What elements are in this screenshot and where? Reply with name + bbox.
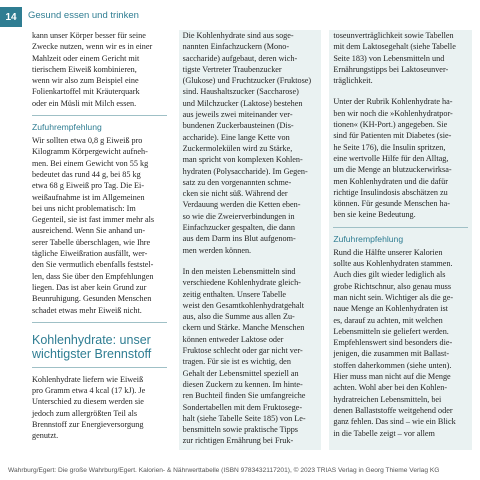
section-heading-carbohydrates: Kohlenhydrate: unser wichtigster Brennstoff — [32, 332, 152, 361]
carb-intake-paragraph: Rund die Hälfte unserer Kalorien sollte aus Kohlenhydraten stammen. Auch dies gilt wieder lediglich als grobe Richtschnur, also genau muss man nicht sein. Wichtiger als die ge- naue Menge an Kohlenhydraten ist es, darauf zu achten, mit welchen Lebensmitteln sie geliefert werden. Empfehlenswert sind besonders die- jenigen, die zusammen mit Ballast- stoffen daherkommen (siehe unten). Hier muss man nicht auf die Menge achten. Wohl aber bei den Kohlen- hydratreichen Lebensmitteln, bei denen Ballaststoffe weitgehend oder ganz fehlen. Das sind – wie ein Blick in die Tabelle zeigt – vor allem — [333, 247, 456, 438]
divider — [32, 115, 167, 116]
subheading-carb-intake: Zufuhrempfehlung — [333, 233, 404, 244]
divider — [32, 322, 167, 323]
page-number-badge: 14 — [0, 7, 22, 27]
intolerance-paragraph: toseunverträglichkeit sowie Tabellen mit dem Laktosegehalt (siehe Tabelle Seite 183) von Lebensmitteln und Ernährungstipps bei Laktoseunver- träglichkeit. — [333, 31, 456, 86]
divider — [333, 227, 468, 228]
copyright-footer: Wahrburg/Egert: Die große Wahrburg/Egert. Kalorien- & Nährwerttabelle (ISBN 9783432117201), © 2023 TRIAS Verlag in Georg Thieme Verlag KG — [8, 467, 440, 474]
text-columns — [28, 30, 472, 450]
subheading-protein-intake: Zufuhrempfehlung — [32, 122, 102, 133]
protein-intake-paragraph: Wir sollten etwa 0,8 g Eiweiß pro Kilogramm Körpergewicht aufneh- men. Bei einem Gewicht von 55 kg bedeutet das rund 44 g, bei 85 kg etwa 68 g Eiweiß pro Tag. Die Ei- weißaufnahme ist im Allgemeinen bei uns nicht problematisch: Im Gegenteil, sie ist fast immer mehr als ausreichend. Wenn Sie anhand un- serer Tabelle überschlagen, wie Ihre tägliche Eiweißration ausfällt, wer- den Sie vermutlich ebenfalls feststel- len, dass Sie über den Empfehlungen liegen. Das ist aber kein Grund zur Beunruhigung. Gesunden Menschen schadet etwas mehr Eiweiß nicht. — [32, 136, 155, 315]
carb-types-paragraph: Die Kohlenhydrate sind aus soge- nannten Einfachzuckern (Mono- saccharide) aufgebaut, deren wich- tigste Vertreter Traubenzucker (Glukose) und Fruchtzucker (Fruktose) sind. Haushaltszucker (Saccharose) und Milchzucker (Laktose) bestehen aus jeweils zwei miteinander ver- bundenen Zuckerbausteinen (Dis- accharide). Eine lange Kette von Zuckermolekülen wird zu Stärke, man spricht von komplexen Kohlen- hydraten (Polysaccharide). Im Gegen- satz zu den vorgenannten schme- cken sie nicht süß. Während der Verdauung werden die Ketten eben- so wie die Zweierverbindungen in Einfachzucker gespalten, die dann aus dem Darm ins Blut aufgenom- men werden können. — [182, 31, 312, 255]
carb-intro-paragraph: Kohlenhydrate liefern wie Eiweiß pro Gramm etwa 4 kcal (17 kJ). Je Unterschied zu diesem werden sie jedoch zum allergrößten Teil als Brennstoff zur Energieversorgung genutzt. — [32, 374, 146, 441]
carb-portions-paragraph: Unter der Rubrik Kohlenhydrate ha- ben wir noch die »Kohlenhydratpor- tionen« (KH-Port.) angegeben. Sie sind für Patienten mit Diabetes (sie- he Seite 176), die Insulin spritzen, eine wertvolle Hilfe für den Alltag, um die Menge an blutzuckerwirksa- men Kohlenhydraten und die dafür richtige Insulindosis abschätzen zu können. Für gesunde Menschen ha- ben sie keine Bedeutung. — [333, 97, 453, 220]
protein-intro-paragraph: kann unser Körper besser für seine Zwecke nutzen, wenn wir es in einer Mahlzeit oder einem Gericht mit tierischem Eiweiß kombinieren, wenn wir also zum Beispiel eine Folienkartoffel mit Kräuterquark oder ein Müsli mit Milch essen. — [32, 31, 153, 108]
column-right — [329, 30, 472, 450]
carb-foods-paragraph: In den meisten Lebensmitteln sind verschiedene Kohlenhydrate gleich- zeitig enthalten. Unsere Tabelle weist den Gesamtkohlenhydratgehalt aus, also die Summe aus allen Zu- ckern und Stärke. Manche Menschen können entweder Laktose oder Fruktose schlecht oder gar nicht ver- tragen. Für sie ist es wichtig, den Gehalt der Lebensmittel speziell an diesen Zuckern zu kennen. Im hinte- ren Buchteil finden Sie umfangreiche Sondertabellen mit dem Fruktosege- halt (siehe Tabelle Seite 185) von Le- bensmitteln sowie praktische Tipps zur richtigen Ernährung bei Fruk- — [182, 266, 306, 446]
column-middle — [179, 30, 322, 450]
column-left — [28, 30, 171, 450]
divider — [32, 367, 167, 368]
running-head: Gesund essen und trinken — [28, 10, 139, 21]
